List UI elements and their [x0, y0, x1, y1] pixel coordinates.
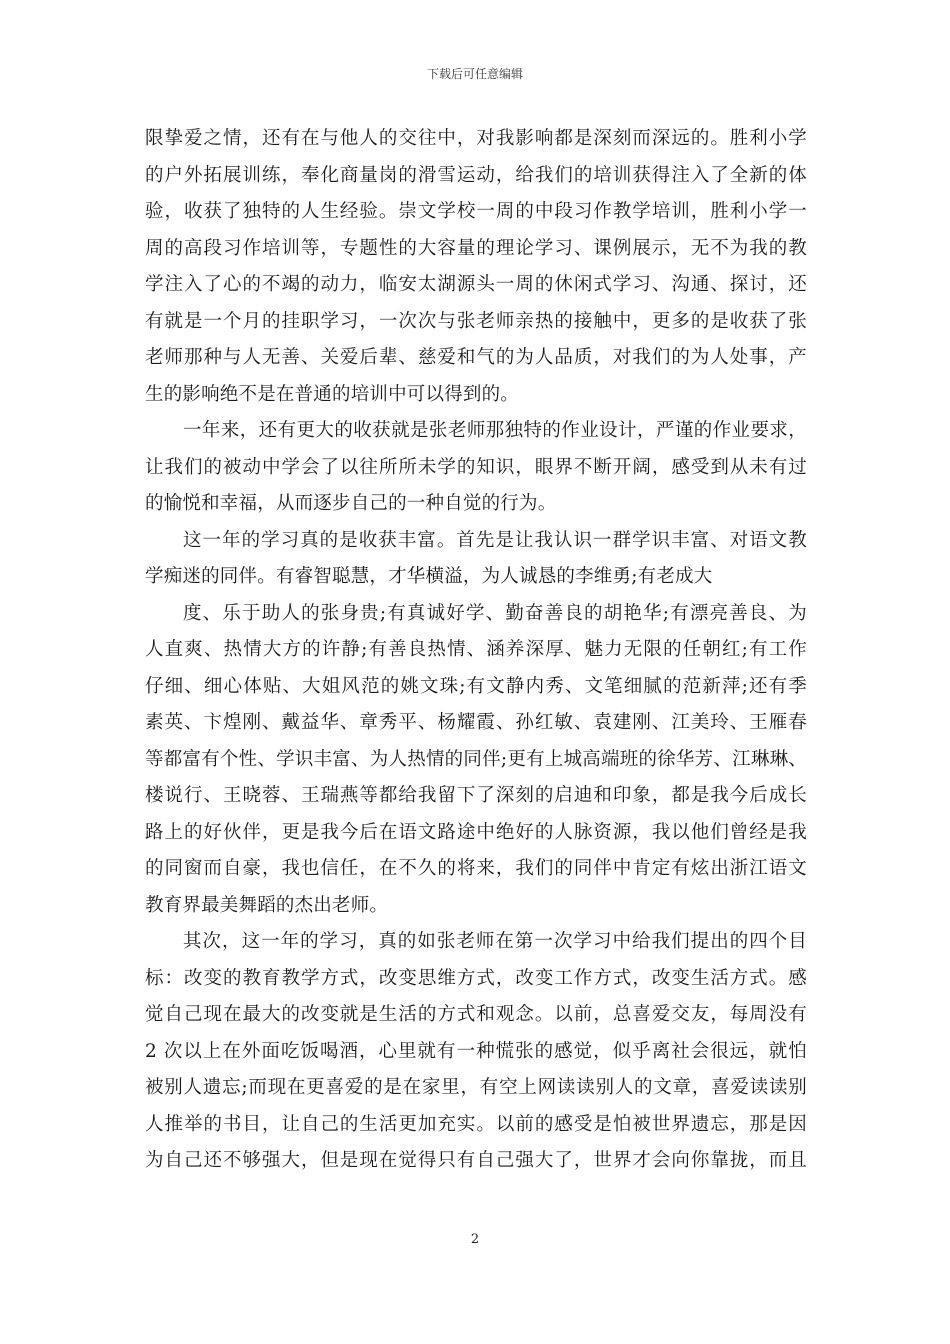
text-line: 觉自己现在最大的改变就是生活的方式和观念。以前，总喜爱交友，每周没有 — [145, 1004, 807, 1025]
text-line: 这一年的学习真的是收获丰富。首先是让我认识一群学识丰富、对语文教 — [183, 529, 807, 551]
text-line: 的同窗而自豪，我也信任，在不久的将来，我们的同伴中肯定有炫出浙江语文 — [145, 858, 807, 879]
text-line: 教育界最美舞蹈的杰出老师。 — [145, 894, 389, 916]
text-line: 一年来，还有更大的收获就是张老师那独特的作业设计，严谨的作业要求， — [183, 420, 807, 441]
text-line: 学痴迷的同伴。有睿智聪慧，才华横溢，为人诚恳的李维勇;有老成大 — [145, 566, 713, 587]
text-line: 的愉悦和幸福，从而逐步自己的一种自觉的行为。 — [145, 493, 557, 514]
paragraph — [145, 596, 807, 925]
text-line: 被别人遗忘;而现在更喜爱的是在家里，有空上网读读别人的文章，喜爱读读别 — [145, 1077, 807, 1098]
text-line: 验，收获了独特的人生经验。崇文学校一周的中段习作教学培训，胜利小学一 — [145, 201, 807, 222]
page-header: 下载后可任意编辑 — [426, 67, 523, 81]
text-line: 标：改变的教育教学方式，改变思维方式，改变工作方式，改变生活方式。感 — [145, 967, 807, 989]
text-line: 楼说行、王晓蓉、王瑞燕等都给我留下了深刻的启迪和印象，都是我今后成长 — [145, 785, 807, 806]
text-line: 限挚爱之情，还有在与他人的交往中，对我影响都是深刻而深远的。胜利小学 — [145, 128, 807, 149]
text-line: 人推举的书目，让自己的生活更加充实。以前的感受是怕被世界遗忘，那是因 — [145, 1113, 807, 1135]
text-line: 2 次以上在外面吃饭喝酒，心里就有一种慌张的感觉，似乎离社会很远，就怕 — [145, 1040, 807, 1062]
text-line: 人直爽、热情大方的许静;有善良热情、涵养深厚、魅力无限的任朝红;有工作 — [145, 639, 807, 660]
text-line: 为自己还不够强大，但是现在觉得只有自己强大了，世界才会向你靠拢，而且 — [145, 1150, 807, 1171]
page-number: 2 — [470, 1232, 480, 1247]
text-line: 生的影响绝不是在普通的培训中可以得到的。 — [145, 383, 520, 405]
text-line: 度、乐于助人的张身贵;有真诚好学、勤奋善良的胡艳华;有漂亮善良、为 — [183, 602, 807, 624]
paragraph — [145, 523, 807, 596]
text-line: 其次，这一年的学习，真的如张老师在第一次学习中给我们提出的四个目 — [183, 931, 807, 952]
text-line: 老师那种与人无善、关爱后辈、慈爱和气的为人品质，对我们的为人处事，产 — [145, 347, 807, 368]
text-line: 让我们的被动中学会了以往所所未学的知识，眼界不断开阔，感受到从未有过 — [145, 456, 807, 478]
text-line: 素英、卞煌刚、戴益华、章秀平、杨耀霞、孙红敏、袁建刚、江美玲、王雁春 — [145, 712, 807, 733]
document-body — [145, 121, 807, 1180]
paragraph — [145, 413, 807, 523]
text-line: 学注入了心的不竭的动力，临安太湖源头一周的休闲式学习、沟通、探讨，还 — [145, 274, 807, 295]
text-line: 仔细、细心体贴、大姐风范的姚文珠;有文静内秀、文笔细腻的范新萍;还有季 — [145, 675, 807, 697]
text-line: 等都富有个性、学识丰富、为人热情的同伴;更有上城高端班的徐华芳、江琳琳、 — [145, 748, 807, 770]
paragraph — [145, 924, 807, 1180]
text-line: 路上的好伙伴，更是我今后在语文路途中绝好的人脉资源，我以他们曾经是我 — [145, 821, 807, 843]
text-line: 周的高段习作培训等，专题性的大容量的理论学习、课例展示，无不为我的教 — [145, 237, 807, 259]
text-line: 的户外拓展训练，奉化商量岗的滑雪运动，给我们的培训获得注入了全新的体 — [145, 164, 807, 186]
text-line: 有就是一个月的挂职学习，一次次与张老师亲热的接触中，更多的是收获了张 — [145, 310, 807, 332]
paragraph — [145, 121, 807, 413]
